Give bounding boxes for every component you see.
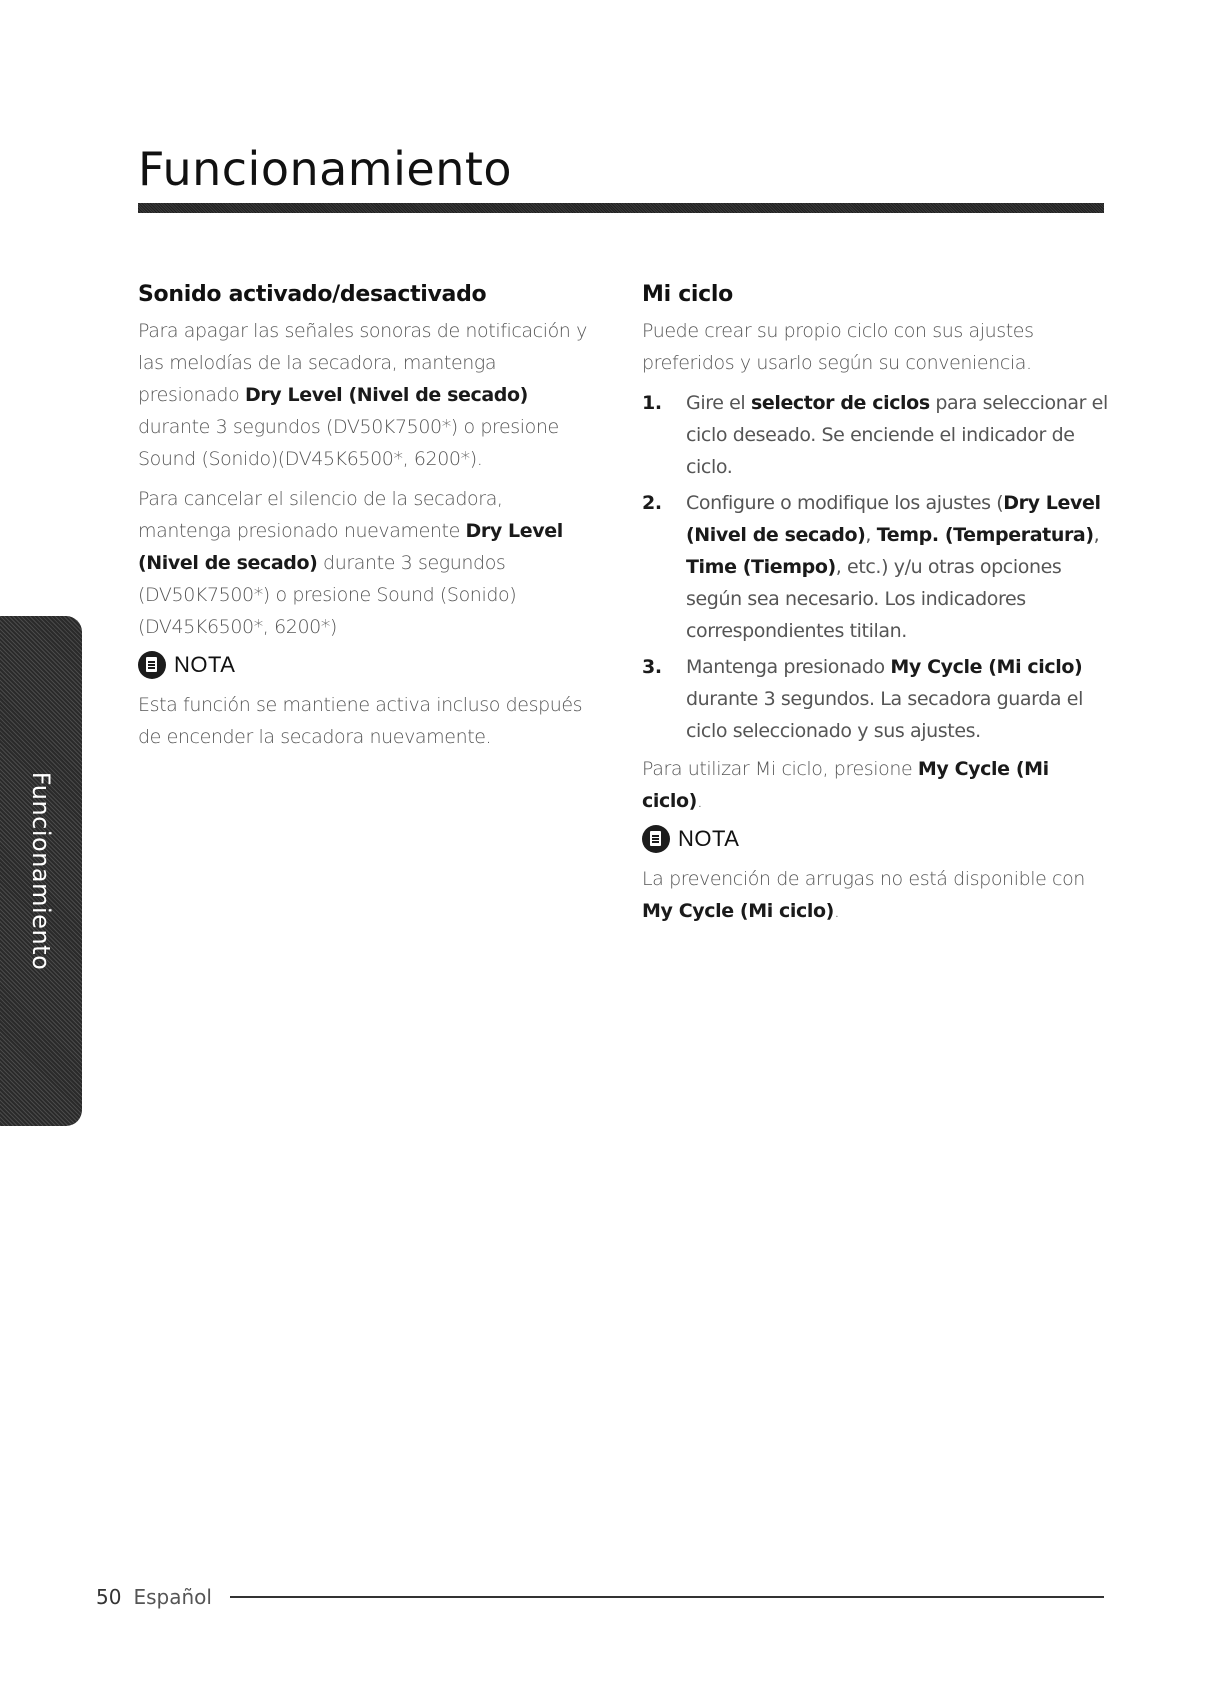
text-run: Configure o modifique los ajustes ( <box>686 492 1004 514</box>
paragraph-sound-off <box>138 315 598 475</box>
text-run: Mantenga presionado <box>686 656 891 678</box>
steps-list <box>642 387 1110 747</box>
section-heading-my-cycle: Mi ciclo <box>642 282 733 307</box>
text-run: Para apagar las señales sonoras de notificación y las melodías de la secadora, mantenga presionado <box>138 320 587 406</box>
note-label: NOTA <box>174 652 236 677</box>
list-item <box>642 487 1110 647</box>
step-number: 1. <box>642 392 662 414</box>
note-label: NOTA <box>678 826 740 851</box>
text-run: . <box>696 790 703 812</box>
paragraph-use-my-cycle <box>642 753 1110 817</box>
page-title: Funcionamiento <box>138 142 513 196</box>
list-item <box>642 387 1110 483</box>
paragraph-sound-on <box>138 483 598 643</box>
text-run: Gire el <box>686 392 751 414</box>
paragraph-intro: Puede crear su propio ciclo con sus ajustes preferidos y usarlo según su conveniencia. <box>642 320 1034 374</box>
footer-rule <box>230 1596 1104 1598</box>
note-icon <box>642 825 670 853</box>
page-footer <box>96 1585 1104 1609</box>
bold-term: Dry Level (Nivel de secado) <box>138 520 563 574</box>
side-tab-label: Funcionamiento <box>27 771 55 971</box>
text-run: durante 3 segundos (DV50K7500*) o presione Sound (Sonido)(DV45K6500*, 6200*). <box>138 416 559 470</box>
text-run: durante 3 segundos. La secadora guarda el ciclo seleccionado y sus ajustes. <box>686 688 1083 742</box>
text-run: , <box>865 524 877 546</box>
bold-term: selector de ciclos <box>750 392 930 414</box>
bold-term: My Cycle (Mi ciclo) <box>890 656 1083 678</box>
bold-term: Dry Level (Nivel de secado) <box>244 384 528 406</box>
section-heading-sound: Sonido activado/desactivado <box>138 282 487 307</box>
right-column <box>642 282 1110 935</box>
bold-term: My Cycle (Mi ciclo) <box>642 758 1049 812</box>
bold-term: Temp. (Temperatura) <box>876 524 1094 546</box>
text-run: , <box>1093 524 1100 546</box>
text-run: . <box>833 900 840 922</box>
list-item <box>642 651 1110 747</box>
note-heading <box>642 825 1110 853</box>
text-run: para seleccionar el ciclo deseado. Se enciende el indicador de ciclo. <box>686 392 1108 478</box>
text-run: Para utilizar Mi ciclo, presione <box>642 758 918 780</box>
note-heading <box>138 651 598 679</box>
side-tab <box>0 616 82 1126</box>
page-language: Español <box>133 1585 212 1609</box>
title-rule <box>138 203 1104 213</box>
text-run: , etc.) y/u otras opciones según sea necesario. Los indicadores correspondientes titilan. <box>686 556 1062 642</box>
step-number: 3. <box>642 656 662 678</box>
left-column <box>138 282 598 761</box>
step-number: 2. <box>642 492 662 514</box>
bold-term: My Cycle (Mi ciclo) <box>642 900 834 922</box>
bold-term: Time (Tiempo) <box>686 556 836 578</box>
text-run: durante 3 segundos (DV50K7500*) o presione Sound (Sonido) (DV45K6500*, 6200*) <box>138 552 517 638</box>
page-number: 50 <box>96 1585 122 1609</box>
note-text <box>642 863 1110 927</box>
text-run: Para cancelar el silencio de la secadora, mantenga presionado nuevamente <box>138 488 503 542</box>
text-run: La prevención de arrugas no está disponible con <box>642 868 1085 890</box>
bold-term: Dry Level (Nivel de secado) <box>686 492 1101 546</box>
note-icon <box>138 651 166 679</box>
note-text: Esta función se mantiene activa incluso después de encender la secadora nuevamente. <box>138 694 583 748</box>
